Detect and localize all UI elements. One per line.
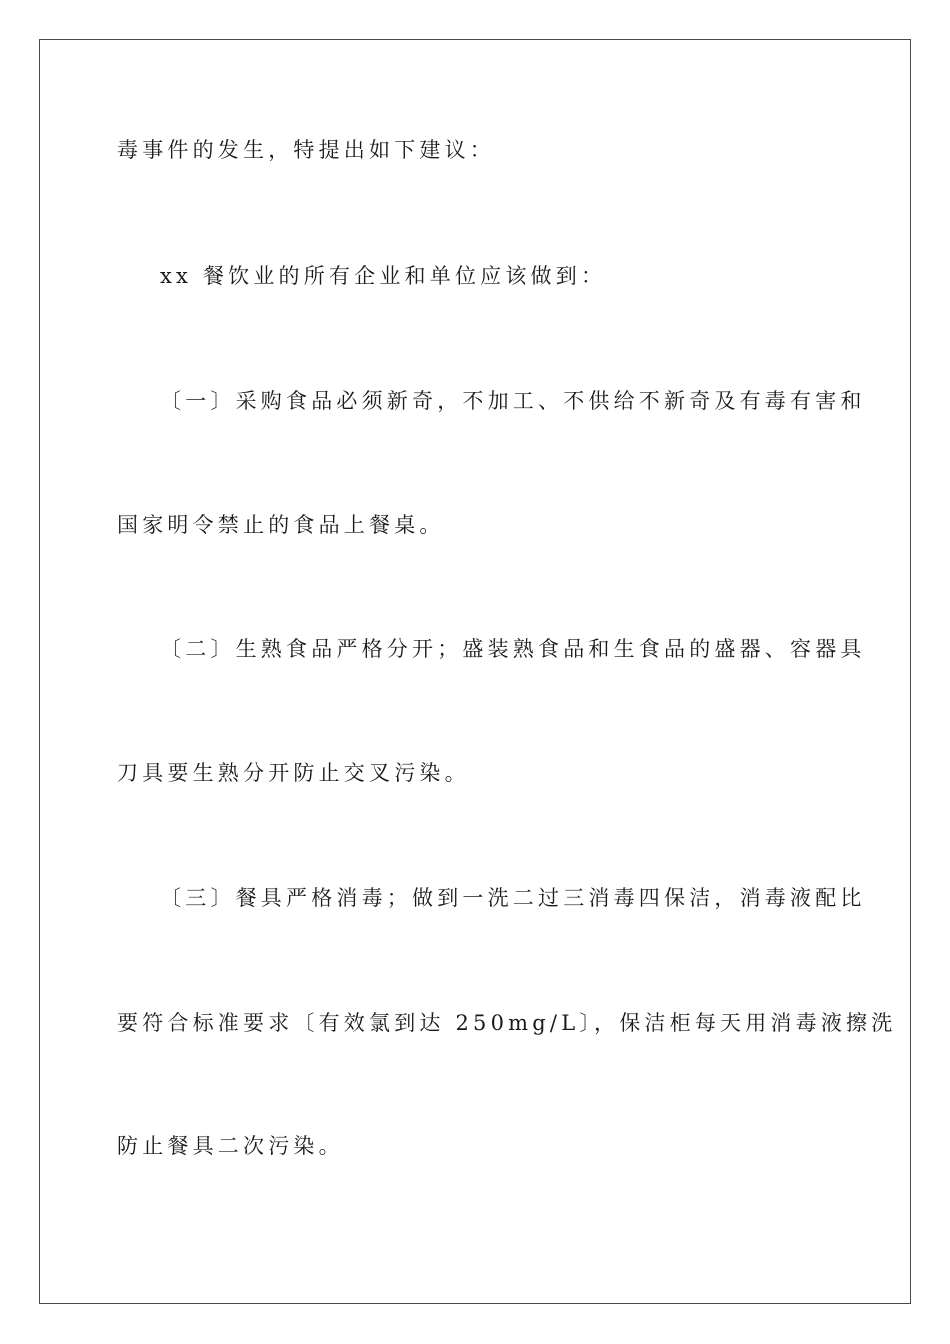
paragraph-line: 〔二〕生熟食品严格分开；盛装熟食品和生食品的盛器、容器具	[160, 637, 866, 661]
paragraph-line: 防止餐具二次污染。	[117, 1134, 344, 1158]
paragraph-line: 刀具要生熟分开防止交叉污染。	[117, 761, 470, 785]
paragraph-line: 〔一〕采购食品必须新奇，不加工、不供给不新奇及有毒有害和	[160, 389, 866, 413]
page-border	[39, 39, 911, 1304]
paragraph-line: 要符合标准要求〔有效氯到达 250mg/L〕，保洁柜每天用消毒液擦洗	[117, 1011, 897, 1035]
paragraph-line: 国家明令禁止的食品上餐桌。	[117, 513, 445, 537]
paragraph-line: 毒事件的发生，特提出如下建议：	[117, 138, 495, 162]
paragraph-line: xx 餐饮业的所有企业和单位应该做到：	[160, 264, 607, 288]
paragraph-line: 〔三〕餐具严格消毒；做到一洗二过三消毒四保洁，消毒液配比	[160, 886, 866, 910]
